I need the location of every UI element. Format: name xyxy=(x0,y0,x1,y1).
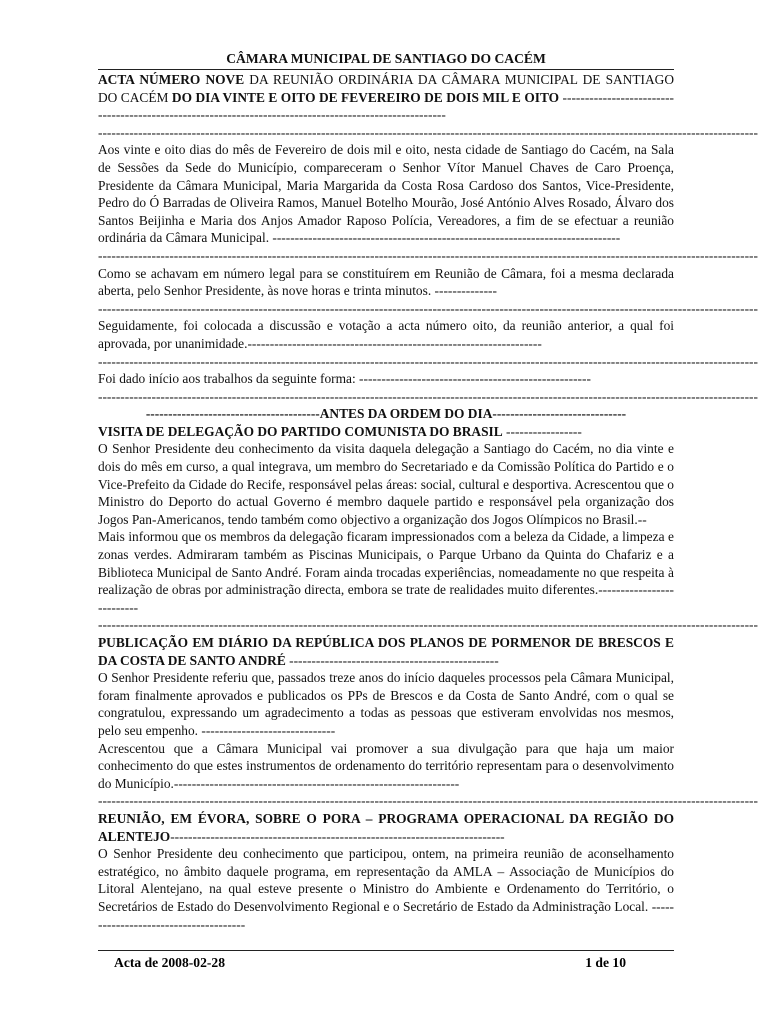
item3-body-1: O Senhor Presidente deu conhecimento que participou, ontem, na primeira reunião de aconselhamento estratégico, no âmbito daquele programa, em representação da AMLA – Associação de Municípios do Litoral Alentejano, na qual esteve presente o Ministro do Ambiente e Ordenamento do Território, o Secretários de Estado do Desenvolvimento Regional e o Secretário de Estado da Administração Local. -------------------------------------- xyxy=(98,846,674,932)
document-page xyxy=(98,50,758,933)
act-title xyxy=(98,71,674,124)
footer-act-date: Acta de 2008-02-28 xyxy=(114,955,225,970)
item1-body-1: O Senhor Presidente deu conhecimento da visita daquela delegação a Santiago do Cacém, no dia vinte e dois do mês em curso, a qual integrava, um membro do Secretariado e da Comissão Política do Partido e o Vice-Prefeito da Cidade do Recife, responsável pelas áreas: social, cultural e desportiva. Acrescentou que o Ministro do Deporto do actual Governo é membro daquele partido e responsável pela organização dos Jogos Pan-Americanos, tendo também como objectivo a organização dos Jogos Olímpicos no Brasil.-- xyxy=(98,441,674,527)
footer-page-number: 1 de 10 xyxy=(585,955,626,970)
item1-heading xyxy=(98,423,674,441)
act-title-date: DO DIA VINTE E OITO DE FEVEREIRO DE DOIS MIL E OITO xyxy=(171,89,560,105)
act-title-number: ACTA NÚMERO NOVE xyxy=(98,72,245,87)
item1-title: VISITA DE DELEGAÇÃO DO PARTIDO COMUNISTA DO BRASIL xyxy=(98,423,503,439)
item2-body-2: Acrescentou que a Câmara Municipal vai promover a sua divulgação para que haja um maior conhecimento do que estes instrumentos de ordenamento do território representam para o desenvolvimento do Município.---------------------------------------------------------------- xyxy=(98,740,674,791)
item2-title: PUBLICAÇÃO EM DIÁRIO DA REPÚBLICA DOS PLANOS DE PORMENOR DE BRESCOS E DA COSTA DE SANTO ANDRÉ xyxy=(98,635,674,668)
item1-title-trail: ----------------- xyxy=(502,423,582,439)
separator-dashes: ---------------------------------------------------------------------------------------------------------------------------------------------------- xyxy=(98,247,758,263)
page-footer xyxy=(98,950,674,970)
act-title-meeting: DA REUNIÃO ORDINÁRIA DA CÂMARA MUNICIPAL DE SANTIAGO DO CACÉM xyxy=(98,72,675,105)
page-header-title: CÂMARA MUNICIPAL DE SANTIAGO DO CACÉM xyxy=(226,51,546,66)
item2-heading xyxy=(98,634,674,669)
act-title-trail: ------------------------------------------------------------------------------------------------------- xyxy=(98,89,675,123)
separator-dashes: ---------------------------------------------------------------------------------------------------------------------------------------------------- xyxy=(98,124,758,140)
separator-dashes: ---------------------------------------------------------------------------------------------------------------------------------------------------- xyxy=(98,353,758,369)
item2-title-trail: ----------------------------------------------- xyxy=(285,652,499,668)
section-antes-ordem-do-dia: ---------------------------------------ANTES DA ORDEM DO DIA------------------------------ xyxy=(145,406,627,422)
item2-body-1: O Senhor Presidente referiu que, passados treze anos do início daqueles processos pela Câmara Municipal, foram finalmente aprovados e publicados os PPs de Brescos e da Costa de Santo André, com o qual se congratulou, expressando um agradecimento a todas as pessoas que estiveram envolvidas nos mesmos, pelo seu empenho. ------------------------------ xyxy=(98,670,674,738)
header-rule xyxy=(98,69,674,70)
paragraph-start: Foi dado início aos trabalhos da seguinte forma: ---------------------------------------------------- xyxy=(98,371,591,387)
paragraph-opening: Como se achavam em número legal para se constituírem em Reunião de Câmara, foi a mesma declarada aberta, pelo Senhor Presidente, às nove horas e trinta minutos. -------------- xyxy=(98,265,674,299)
item1-body-2: Mais informou que os membros da delegação ficaram impressionados com a beleza da Cidade, a limpeza e zonas verdes. Admiraram também as Piscinas Municipais, o Parque Urbano da Quinta do Chafariz e a Biblioteca Municipal de Santo André. Foram ainda trocadas experiências, nomeadamente no que respeita à realização de obras por administração directa, embora se trate de realidades muito diferentes.-------------------------- xyxy=(98,529,674,615)
separator-dashes: ---------------------------------------------------------------------------------------------------------------------------------------------------- xyxy=(98,617,758,633)
separator-dashes: ---------------------------------------------------------------------------------------------------------------------------------------------------- xyxy=(98,793,758,809)
item3-title: REUNIÃO, EM ÉVORA, SOBRE O PORA – PROGRAMA OPERACIONAL DA REGIÃO DO ALENTEJO xyxy=(98,810,674,844)
separator-dashes: ---------------------------------------------------------------------------------------------------------------------------------------------------- xyxy=(98,388,758,404)
item3-title-trail: --------------------------------------------------------------------------- xyxy=(170,828,505,844)
paragraph-attendance: Aos vinte e oito dias do mês de Fevereiro de dois mil e oito, nesta cidade de Santiago do Cacém, na Sala de Sessões da Sede do Município, compareceram o Senhor Vítor Manuel Chaves de Caro Proença, Presidente da Câmara Municipal, Maria Margarida da Costa Rosa Cardoso dos Santos, Vice-Presidente, Pedro do Ó Barradas de Oliveira Ramos, Manuel Botelho Mourão, José António Alves Rosado, Álvaro dos Santos Beijinha e Maria dos Anjos Amador Raposo Polícia, Vereadores, a fim de se efectuar a reunião ordinária da Câmara Municipal. ------------------------------------------------------------------------------ xyxy=(98,142,674,246)
item3-heading xyxy=(98,810,674,845)
paragraph-approval: Seguidamente, foi colocada a discussão e votação a acta número oito, da reunião anterior, a qual foi aprovada, por unanimidade.------------------------------------------------------------------ xyxy=(98,318,674,351)
separator-dashes: ---------------------------------------------------------------------------------------------------------------------------------------------------- xyxy=(98,300,758,316)
